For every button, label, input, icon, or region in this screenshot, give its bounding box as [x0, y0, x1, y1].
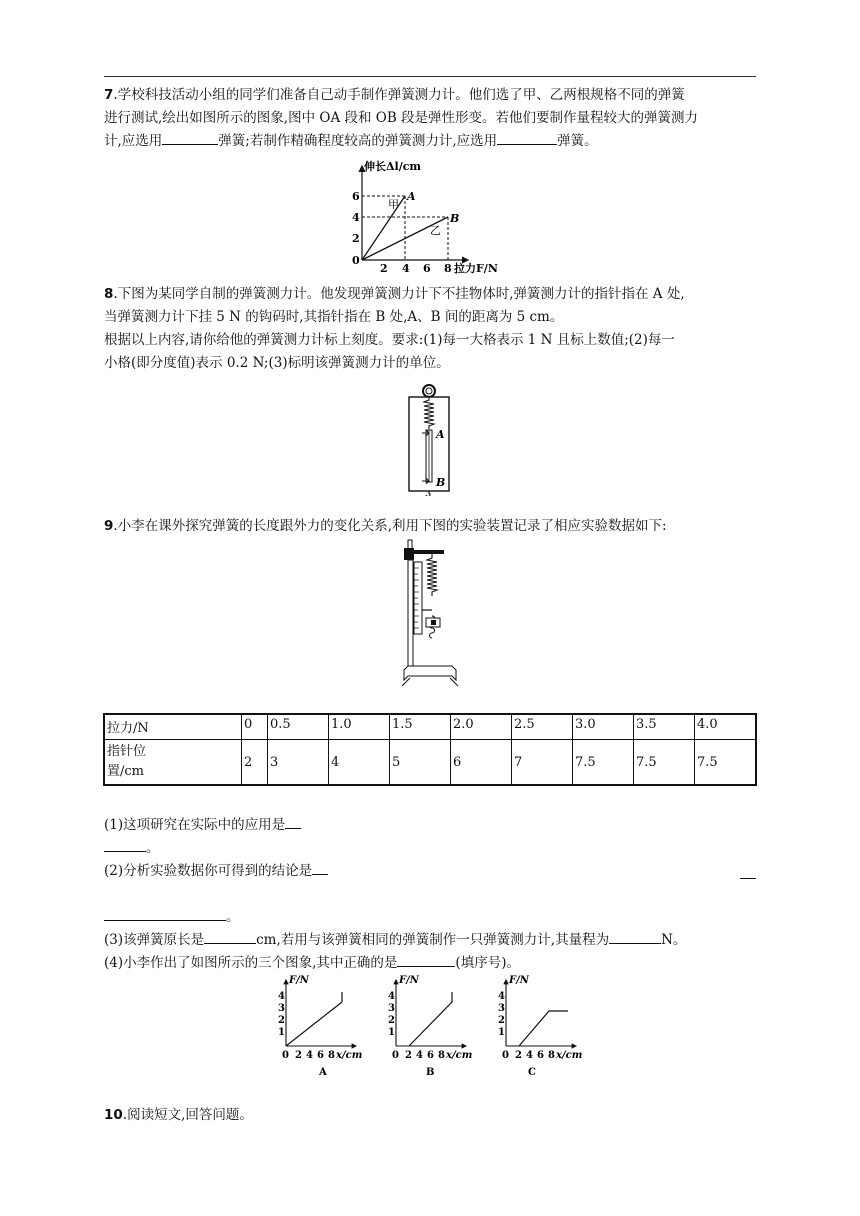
- q7-ytick-6: 6: [352, 190, 360, 203]
- graph-a-xtick: 4: [306, 1050, 313, 1061]
- table-cell: 3: [268, 740, 329, 786]
- table-cell: 0.5: [268, 714, 329, 740]
- q9-sub1-line1: [104, 814, 760, 837]
- q9-blank-3a[interactable]: [204, 929, 256, 944]
- q9-blank-2c[interactable]: [104, 906, 226, 921]
- q9-blank-3b[interactable]: [609, 929, 661, 944]
- q9-sub2-line3: [104, 906, 760, 929]
- graph-b-xtick: 8: [438, 1050, 445, 1061]
- q9-text-1: .小李在课外探究弹簧的长度跟外力的变化关系,利用下图的实验装置记录了相应实验数据如下:: [113, 518, 667, 534]
- graph-b-xtick: 2: [405, 1050, 412, 1061]
- clamp-block: [404, 548, 414, 560]
- scale-label-b: B: [436, 476, 446, 489]
- graph-a-ylabel: F/N: [289, 975, 309, 986]
- q7-xtick-8: 8: [444, 262, 452, 275]
- graph-b-ytick: 3: [388, 1003, 395, 1014]
- q9-sub3: [104, 929, 760, 952]
- graph-b-xlabel: x/cm: [446, 1050, 473, 1061]
- table-cell: 3.0: [573, 714, 634, 740]
- q9-graphs: [270, 974, 590, 1078]
- table-cell: 5: [390, 740, 451, 786]
- table-header-force: 拉力/N: [104, 714, 242, 740]
- q7-xtick-2: 2: [380, 262, 388, 275]
- q7-text-3b: 弹簧;若制作精确程度较高的弹簧测力计,应选用: [218, 133, 498, 149]
- table-cell: 2.5: [512, 714, 573, 740]
- graph-c-origin: 0: [502, 1050, 509, 1061]
- graph-a: [286, 980, 356, 1046]
- q7-xtick-6: 6: [423, 262, 431, 275]
- data-table: [103, 713, 757, 786]
- table-cell: 4.0: [695, 714, 757, 740]
- q7-line3: [104, 130, 760, 153]
- graph-b-caption: B: [426, 1067, 435, 1078]
- spring-scale-figure: [404, 382, 456, 496]
- q9-sub4-text-b: (填序号)。: [455, 955, 520, 971]
- q7-ytick-4: 4: [352, 211, 360, 224]
- stand-pole: [408, 560, 413, 670]
- scale-hook: [426, 491, 430, 496]
- q8-line1: [104, 283, 760, 306]
- graph-c-ytick: 2: [498, 1015, 505, 1026]
- q7-number: 7: [104, 87, 114, 103]
- table-cell: 4: [329, 740, 390, 786]
- table-header-pointer-b: 置/cm: [107, 764, 144, 779]
- q9-sub1-text: (1)这项研究在实际中的应用是: [104, 817, 286, 833]
- q7-label-jia: 甲: [388, 198, 399, 211]
- graph-c-xtick: 6: [537, 1050, 544, 1061]
- q9-sub2-line1: [104, 860, 760, 883]
- q7-origin: 0: [352, 254, 360, 267]
- table-cell: 2.0: [451, 714, 512, 740]
- experiment-apparatus: [398, 538, 462, 690]
- graph-a-ytick: 4: [278, 991, 285, 1002]
- table-cell: 7.5: [695, 740, 757, 786]
- graph-labels: [278, 975, 582, 1078]
- q7-point-b: B: [450, 212, 460, 225]
- q9-line1: [104, 515, 760, 538]
- top-arm: [414, 550, 444, 554]
- table-cell: 6: [451, 740, 512, 786]
- q9-sub1-end: 。: [146, 840, 160, 856]
- graph-c-caption: C: [528, 1067, 536, 1078]
- q9-sub3-text-a: (3)该弹簧原长是: [104, 932, 205, 948]
- q7-line2: 进行测试,绘出如图所示的图象,图中 OA 段和 OB 段是弹性形变。若他们要制作量程较大的弹簧测力: [104, 110, 699, 126]
- graph-b-line: [409, 1002, 452, 1046]
- q7-ytick-2: 2: [352, 232, 360, 245]
- q9-blank-1a[interactable]: [285, 814, 301, 829]
- q8-text-1: .下图为某同学自制的弹簧测力计。他发现弹簧测力计下不挂物体时,弹簧测力计的指针指在 A 处,: [113, 286, 685, 302]
- graph-a-caption: A: [319, 1067, 327, 1078]
- q7-line1: [104, 84, 760, 107]
- graph-c-line: [519, 1011, 549, 1046]
- q9-blank-4[interactable]: [397, 952, 455, 967]
- q9-sub2-end: 。: [226, 909, 240, 925]
- stand-base: [404, 666, 456, 680]
- graph-c-ytick: 3: [498, 1003, 505, 1014]
- q7-x-label: 拉力F/N: [454, 262, 498, 275]
- graph-b-ytick: 4: [388, 991, 395, 1002]
- table-cell: 0: [242, 714, 268, 740]
- q10-number: 10: [104, 1107, 123, 1123]
- q9-blank-2a[interactable]: [312, 860, 328, 875]
- graph-c-xlabel: x/cm: [556, 1050, 583, 1061]
- q7-text-3c: 弹簧。: [557, 133, 598, 149]
- q9-blank-2b[interactable]: [740, 878, 756, 879]
- graph-b-origin: 0: [392, 1050, 399, 1061]
- q8-line3: 根据以上内容,请你给他的弹簧测力计标上刻度。要求:(1)每一大格表示 1 N 且标上数值;(2)每一: [104, 332, 675, 348]
- q7-blank-2[interactable]: [497, 130, 557, 145]
- graph-a-line: [286, 1002, 342, 1046]
- graph-c-ylabel: F/N: [509, 975, 529, 986]
- table-header-pointer-a: 指针位: [107, 744, 147, 759]
- graph-a-origin: 0: [282, 1050, 289, 1061]
- q9-number: 9: [104, 518, 114, 534]
- top-rule: [104, 76, 756, 77]
- q9-sub3-text-c: N。: [661, 932, 687, 948]
- scale-label-a: A: [436, 428, 445, 441]
- graph-b-ytick: 2: [388, 1015, 395, 1026]
- test-spring: [427, 554, 437, 596]
- q7-text-3a: 计,应选用: [104, 133, 163, 149]
- table-header-pointer: [104, 740, 242, 786]
- graph-a-ytick: 1: [278, 1027, 285, 1038]
- graph-b-ylabel: F/N: [399, 975, 419, 986]
- q7-text-1: .学校科技活动小组的同学们准备自己动手制作弹簧测力计。他们选了甲、乙两根规格不同的弹簧: [113, 87, 685, 103]
- q9-sub4: [104, 952, 760, 975]
- q9-sub3-text-b: cm,若用与该弹簧相同的弹簧制作一只弹簧测力计,其量程为: [256, 932, 610, 948]
- q7-y-label: 伸长Δl/cm: [364, 160, 422, 173]
- graph-a-xtick: 8: [328, 1050, 335, 1061]
- graph-a-xtick: 6: [317, 1050, 324, 1061]
- table-row: [104, 714, 756, 740]
- graph-c: [506, 980, 576, 1046]
- q7-point-a: A: [407, 190, 416, 203]
- q8-line2: 当弹簧测力计下挂 5 N 的钩码时,其指针指在 B 处,A、B 间的距离为 5 cm。: [104, 309, 564, 325]
- graph-c-ytick: 4: [498, 991, 505, 1002]
- graph-b-xtick: 6: [427, 1050, 434, 1061]
- graph-b-ytick: 1: [388, 1027, 395, 1038]
- graph-b: [396, 980, 466, 1046]
- graph-c-xtick: 2: [515, 1050, 522, 1061]
- graph-c-xtick: 4: [526, 1050, 533, 1061]
- q10-text: .阅读短文,回答问题。: [122, 1107, 253, 1123]
- graph-a-ytick: 2: [278, 1015, 285, 1026]
- table-cell: 7: [512, 740, 573, 786]
- q9-sub4-text-a: (4)小李作出了如图所示的三个图象,其中正确的是: [104, 955, 398, 971]
- q10-line: [104, 1104, 760, 1127]
- table-cell: 1.5: [390, 714, 451, 740]
- graph-a-xtick: 2: [295, 1050, 302, 1061]
- table-cell: 3.5: [634, 714, 695, 740]
- q7-graph: [336, 158, 516, 276]
- q9-sub2-text: (2)分析实验数据你可得到的结论是: [104, 863, 313, 879]
- table-cell: 7.5: [634, 740, 695, 786]
- q9-sub1-line2: [104, 837, 760, 860]
- q7-label-yi: 乙: [430, 224, 441, 237]
- graph-c-xtick: 8: [548, 1050, 555, 1061]
- graph-a-ytick: 3: [278, 1003, 285, 1014]
- q7-xtick-4: 4: [402, 262, 410, 275]
- q8-line4: 小格(即分度值)表示 0.2 N;(3)标明该弹簧测力计的单位。: [104, 355, 450, 371]
- graph-c-ytick: 1: [498, 1027, 505, 1038]
- graph-b-xtick: 4: [416, 1050, 423, 1061]
- q9-blank-1b[interactable]: [104, 837, 146, 852]
- q7-blank-1[interactable]: [162, 130, 218, 145]
- table-cell: 7.5: [573, 740, 634, 786]
- table-row: [104, 740, 756, 786]
- graph-a-xlabel: x/cm: [336, 1050, 363, 1061]
- table-cell: 1.0: [329, 714, 390, 740]
- q8-number: 8: [104, 286, 114, 302]
- table-cell: 2: [242, 740, 268, 786]
